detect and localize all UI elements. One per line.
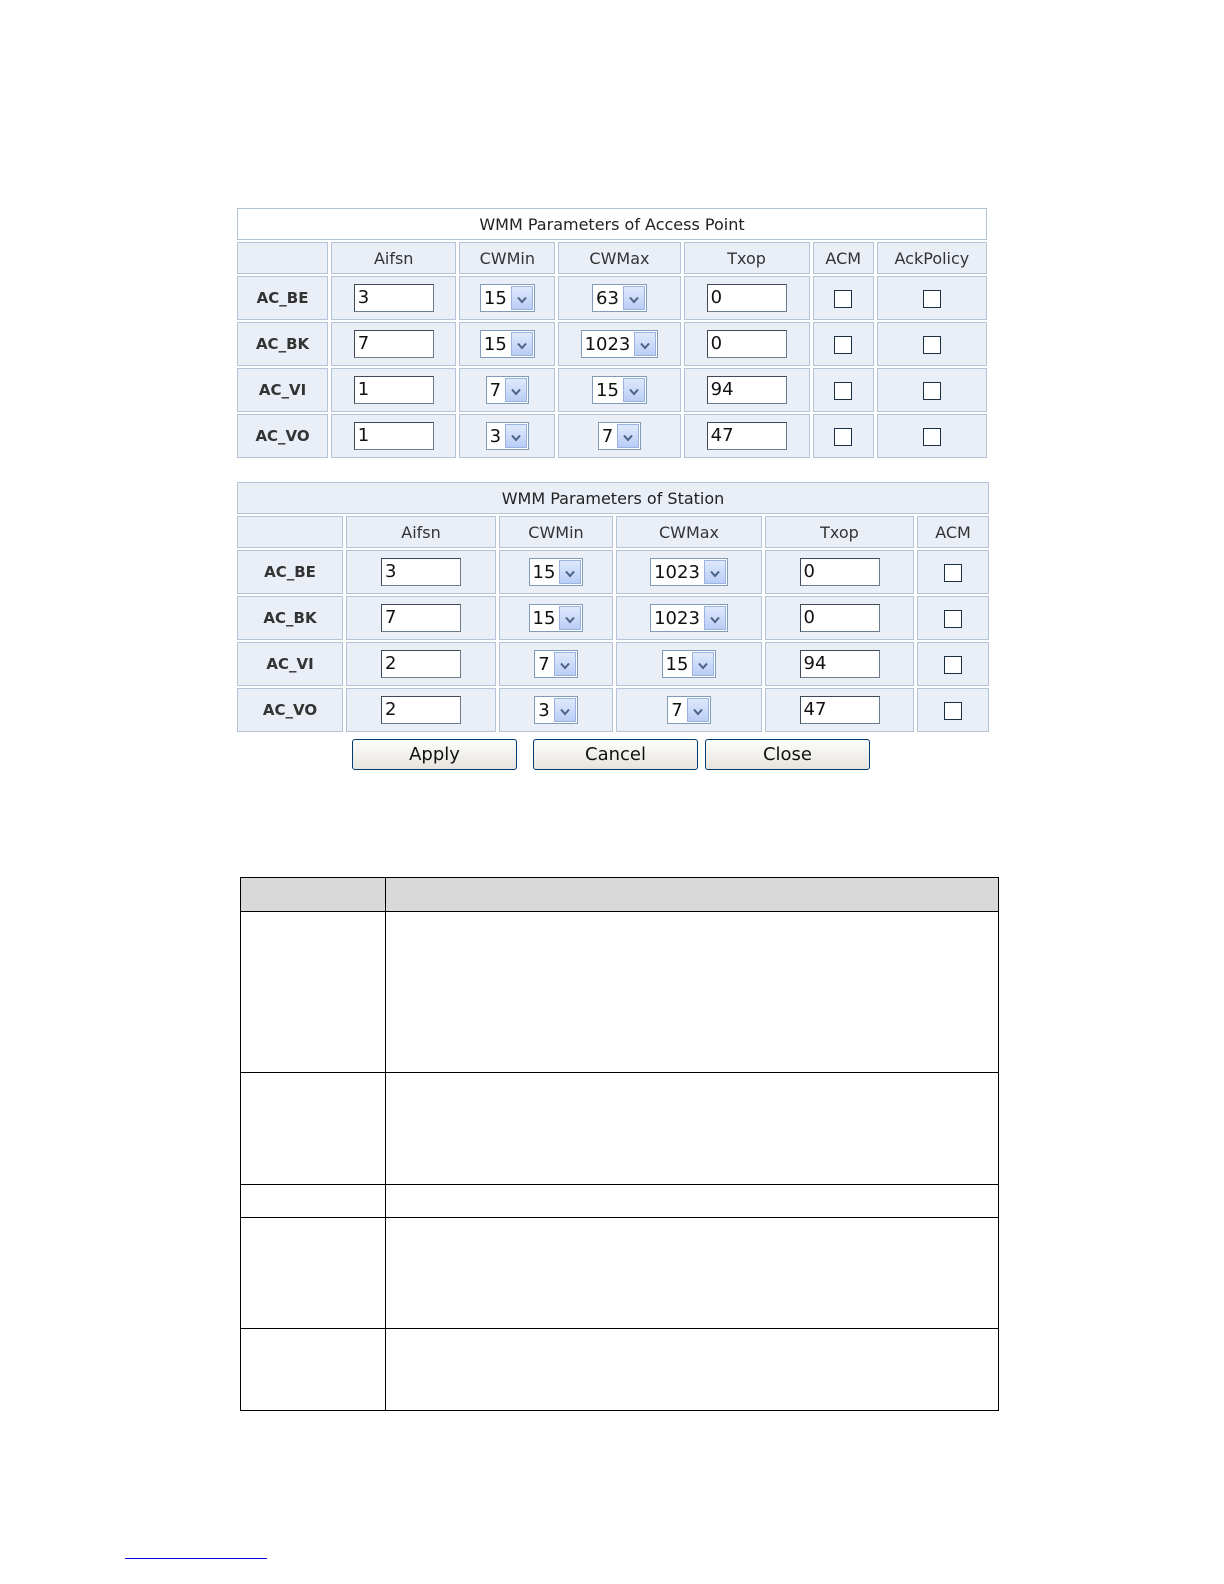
select-value: 3 [489,425,502,447]
close-button[interactable]: Close [705,739,870,770]
select-value: 15 [483,333,507,355]
table-row [237,688,989,732]
table-row [237,322,987,366]
acm-cell [813,322,874,366]
acm-checkbox[interactable] [944,564,962,582]
cwmax-cell [616,596,762,640]
dropdown-button[interactable] [704,606,726,630]
chevron-down-icon [511,380,521,401]
table-row [237,414,987,458]
cwmin-cell [459,368,555,412]
text-input[interactable]: 47 [800,696,880,724]
cwmax-cell [616,550,762,594]
ackpolicy-checkbox[interactable] [923,336,941,354]
ackpolicy-cell [877,276,987,320]
cancel-button[interactable]: Cancel [533,739,698,770]
aifsn-cell [331,276,456,320]
chevron-down-icon [517,288,527,309]
chevron-down-icon [640,334,650,355]
ap-table-title: WMM Parameters of Access Point [237,208,987,240]
sta-table-title: WMM Parameters of Station [237,482,989,514]
cwmin-select[interactable] [529,604,584,632]
dropdown-button[interactable] [623,286,645,310]
chevron-down-icon [710,608,720,629]
text-input[interactable]: 47 [707,422,787,450]
txop-cell [684,322,810,366]
cwmax-select[interactable] [662,650,717,678]
description-header-row [241,878,999,912]
dropdown-button[interactable] [559,560,581,584]
dropdown-button[interactable] [554,652,576,676]
cwmax-select[interactable] [650,604,728,632]
ap-wmm-table [234,206,990,460]
dropdown-button[interactable] [687,698,709,722]
acm-cell [917,550,989,594]
text-input[interactable]: 7 [381,604,461,632]
row-label: AC_VO [237,688,343,732]
text-input[interactable]: 0 [707,330,787,358]
row-label: AC_BK [237,322,328,366]
cwmin-select[interactable] [534,650,577,678]
ap-header-acm: ACM [813,242,874,274]
dropdown-button[interactable] [559,606,581,630]
cwmax-select[interactable] [581,330,659,358]
cwmin-select[interactable] [480,284,535,312]
cwmin-select[interactable] [486,376,529,404]
description-row [241,912,999,1073]
row-label: AC_VI [237,368,328,412]
acm-cell [917,596,989,640]
cwmax-select[interactable] [667,696,710,724]
text-input[interactable]: 1 [354,376,434,404]
text-input[interactable]: 0 [800,604,880,632]
dropdown-button[interactable] [511,332,533,356]
sta-header-blank [237,516,343,548]
cwmax-select[interactable] [650,558,728,586]
select-value: 63 [596,287,619,309]
acm-cell [813,276,874,320]
chevron-down-icon [693,700,703,721]
dropdown-button[interactable] [692,652,714,676]
aifsn-cell [346,642,496,686]
cwmin-cell [459,322,555,366]
aifsn-cell [331,414,456,458]
chevron-down-icon [565,608,575,629]
sta-wmm-table [234,480,992,734]
sta-header-cwmin: CWMin [499,516,613,548]
acm-checkbox[interactable] [834,428,852,446]
text-input[interactable]: 94 [707,376,787,404]
sta-header-aifsn: Aifsn [346,516,496,548]
cwmin-select[interactable] [534,696,577,724]
ackpolicy-cell [877,414,987,458]
sta-header-txop: Txop [765,516,914,548]
select-value: 7 [489,379,502,401]
ackpolicy-checkbox[interactable] [923,290,941,308]
aifsn-cell [331,322,456,366]
row-label: AC_BE [237,276,328,320]
text-input[interactable]: 2 [381,696,461,724]
dropdown-button[interactable] [511,286,533,310]
dropdown-button[interactable] [505,378,527,402]
description-row [241,1329,999,1411]
txop-cell [765,550,914,594]
txop-cell [684,368,810,412]
select-value: 1023 [654,607,700,629]
sta-header-cwmax: CWMax [616,516,762,548]
ap-header-cwmin: CWMin [459,242,555,274]
select-value: 7 [671,699,683,721]
cwmin-cell [499,596,613,640]
acm-checkbox[interactable] [944,656,962,674]
ap-header-aifsn: Aifsn [331,242,456,274]
description-table [240,877,999,1411]
text-input[interactable]: 94 [800,650,880,678]
select-value: 15 [596,379,619,401]
chevron-down-icon [560,700,570,721]
description-row [241,1073,999,1185]
text-input[interactable]: 3 [354,284,434,312]
ackpolicy-cell [877,322,987,366]
ap-header-blank [237,242,328,274]
row-label: AC_VO [237,414,328,458]
cwmax-cell [558,368,680,412]
aifsn-cell [346,596,496,640]
chevron-down-icon [565,562,575,583]
cwmax-select[interactable] [592,376,647,404]
ap-header-txop: Txop [684,242,810,274]
text-input[interactable]: 3 [381,558,461,586]
ap-header-cwmax: CWMax [558,242,680,274]
chevron-down-icon [511,426,521,447]
chevron-down-icon [710,562,720,583]
aifsn-cell [346,550,496,594]
txop-cell [765,688,914,732]
acm-cell [813,368,874,412]
cwmin-select[interactable] [486,422,529,450]
cwmin-cell [499,688,613,732]
cwmin-select[interactable] [480,330,535,358]
cwmax-cell [558,414,680,458]
txop-cell [765,596,914,640]
table-row [237,642,989,686]
table-row [237,368,987,412]
cwmax-select[interactable] [592,284,647,312]
select-value: 7 [601,425,614,447]
aifsn-cell [331,368,456,412]
cwmax-cell [558,276,680,320]
dropdown-button[interactable] [634,332,656,356]
row-label: AC_VI [237,642,343,686]
chevron-down-icon [629,380,639,401]
text-input[interactable]: 0 [800,558,880,586]
dropdown-button[interactable] [704,560,726,584]
sta-header-acm: ACM [917,516,989,548]
chevron-down-icon [629,288,639,309]
table-row [237,276,987,320]
ackpolicy-checkbox[interactable] [923,382,941,400]
text-input[interactable]: 1 [354,422,434,450]
ap-header-ackpolicy: AckPolicy [877,242,987,274]
acm-checkbox[interactable] [834,336,852,354]
cwmin-cell [499,550,613,594]
chevron-down-icon [517,334,527,355]
acm-cell [917,688,989,732]
select-value: 7 [538,653,550,675]
dropdown-button[interactable] [617,424,639,448]
txop-cell [765,642,914,686]
text-input[interactable]: 2 [381,650,461,678]
chevron-down-icon [698,654,708,675]
table-row [237,596,989,640]
select-value: 1023 [584,333,631,355]
chevron-down-icon [623,426,633,447]
chevron-down-icon [560,654,570,675]
cwmax-select[interactable] [598,422,641,450]
text-input[interactable]: 7 [354,330,434,358]
select-value: 1023 [654,561,700,583]
txop-cell [684,414,810,458]
cwmin-cell [459,414,555,458]
txop-cell [684,276,810,320]
footnote-separator [125,1558,267,1559]
dropdown-button[interactable] [554,698,576,722]
cwmax-cell [616,688,762,732]
dropdown-button[interactable] [505,424,527,448]
row-label: AC_BE [237,550,343,594]
acm-cell [917,642,989,686]
select-value: 15 [665,653,689,675]
dropdown-button[interactable] [623,378,645,402]
select-value: 15 [532,607,556,629]
aifsn-cell [346,688,496,732]
acm-checkbox[interactable] [944,702,962,720]
text-input[interactable]: 0 [707,284,787,312]
select-value: 15 [532,561,556,583]
cwmin-cell [459,276,555,320]
row-label: AC_BK [237,596,343,640]
apply-button[interactable]: Apply [352,739,517,770]
description-row [241,1218,999,1329]
select-value: 15 [483,287,507,309]
ackpolicy-checkbox[interactable] [923,428,941,446]
cwmax-cell [616,642,762,686]
acm-checkbox[interactable] [834,290,852,308]
cwmin-select[interactable] [529,558,584,586]
acm-checkbox[interactable] [834,382,852,400]
cwmin-cell [499,642,613,686]
table-row [237,550,989,594]
acm-cell [813,414,874,458]
ackpolicy-cell [877,368,987,412]
select-value: 3 [538,699,550,721]
cwmax-cell [558,322,680,366]
acm-checkbox[interactable] [944,610,962,628]
description-row [241,1185,999,1218]
